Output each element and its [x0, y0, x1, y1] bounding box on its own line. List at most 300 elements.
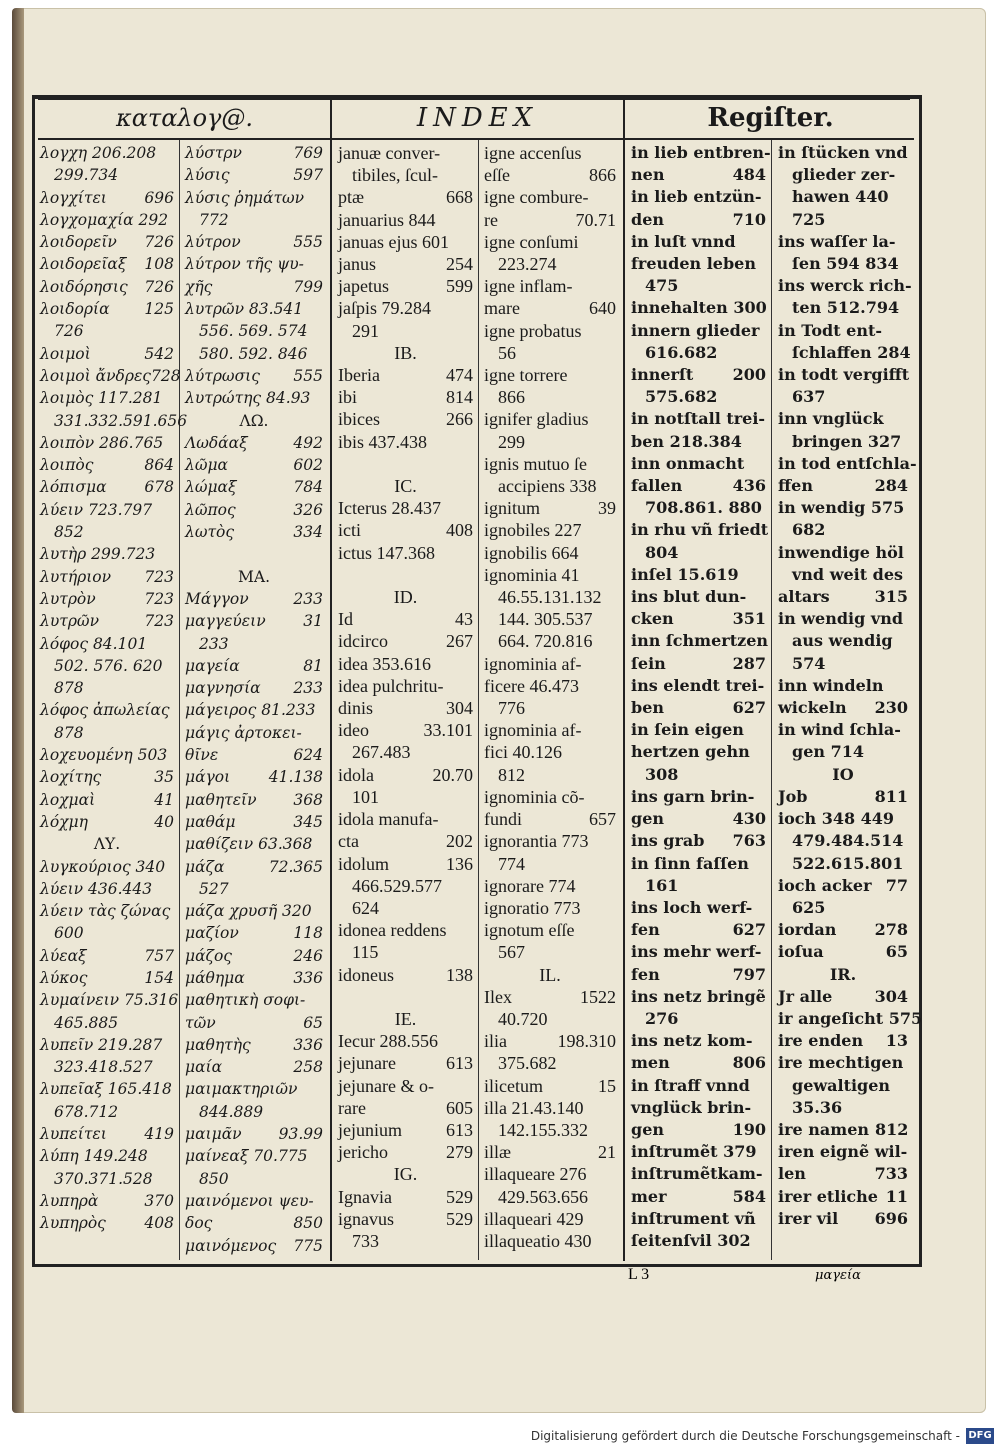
index-entry — [631, 986, 766, 1008]
index-term: μάζα — [185, 857, 225, 876]
index-term: ins elendt trei- — [631, 675, 765, 695]
index-entry — [185, 945, 323, 967]
index-term: λύειν τὰς ζώνας — [40, 902, 171, 921]
index-term: irer vil — [778, 1208, 839, 1228]
index-entry — [778, 142, 908, 164]
index-entry-continuation: tibiles, ſcul- — [352, 165, 438, 186]
index-entry — [40, 387, 174, 409]
index-term: ignoratio 773 — [484, 897, 581, 918]
index-term: idola — [338, 764, 374, 785]
index-term: idonea reddens — [338, 920, 447, 941]
index-term: idea pulchritu- — [338, 675, 444, 696]
index-entry — [338, 253, 473, 275]
index-page-ref: 41.138 — [268, 768, 323, 787]
index-entry-continuation: gewaltigen — [792, 1075, 891, 1095]
index-page-ref: 723 — [144, 589, 174, 608]
index-entry — [40, 365, 181, 387]
index-term: λύεαξ — [40, 946, 87, 965]
index-page-ref: 812 — [875, 1119, 909, 1139]
index-entry-continuation: 776 — [498, 698, 525, 719]
index-term: ins netz bringẽ — [631, 986, 766, 1006]
index-entry — [185, 1212, 323, 1234]
index-page-ref: 72.365 — [268, 857, 323, 876]
index-page-ref: 202 — [446, 831, 473, 852]
index-term: len — [778, 1164, 806, 1184]
index-term: inwendige höl — [778, 542, 904, 562]
index-entry — [185, 164, 323, 186]
index-term: Job — [778, 786, 808, 806]
index-page-ref: 65 — [303, 1013, 323, 1032]
index-entry — [338, 1075, 473, 1097]
index-entry — [338, 142, 473, 164]
index-term: λυτρῶν — [40, 612, 99, 631]
index-page-ref: 811 — [874, 786, 908, 806]
index-entry — [185, 187, 323, 209]
index-term: λοιδορεῖαξ — [40, 255, 127, 274]
index-term: idolum — [338, 853, 390, 874]
section-heading: MA. — [238, 567, 270, 586]
german-column-b — [778, 142, 923, 1230]
index-entry — [40, 1123, 174, 1145]
index-entry — [185, 1123, 323, 1145]
index-entry — [484, 564, 616, 586]
index-entry — [338, 1030, 473, 1052]
index-entry — [185, 1078, 323, 1100]
index-entry-continuation: 772 — [199, 210, 229, 229]
index-term: λῶμα — [185, 456, 229, 475]
book-binding-edge — [12, 8, 24, 1413]
index-page-ref: 334 — [293, 523, 323, 542]
index-entry — [631, 630, 766, 652]
index-page-ref: 602 — [293, 456, 323, 475]
index-term: jejunare & o- — [338, 1075, 434, 1096]
index-entry — [185, 811, 323, 833]
index-term: in lieb entbren- — [631, 143, 771, 162]
index-page-ref: 118 — [293, 924, 323, 943]
index-entry — [778, 1052, 908, 1074]
index-term: λύτρον — [185, 233, 241, 252]
index-term: inn vnglück — [778, 409, 884, 429]
index-page-ref: 258 — [293, 1058, 323, 1077]
index-term: ſeitenſvil 302 — [631, 1230, 751, 1250]
index-page-ref: 408 — [446, 520, 473, 541]
index-page-ref: 246 — [293, 946, 323, 965]
index-term: λοιδορεῖν — [40, 233, 117, 252]
index-entry — [631, 142, 771, 164]
index-entry-continuation: 466.529.577 — [352, 875, 442, 896]
index-term: inſel 15.619 — [631, 564, 739, 584]
index-page-ref: 784 — [293, 478, 323, 497]
index-entry — [40, 610, 174, 632]
index-page-ref: 624 — [293, 746, 323, 765]
index-entry — [185, 699, 323, 721]
index-term: λοιμοὶ — [40, 344, 91, 363]
index-page-ref: 797 — [732, 964, 766, 984]
index-entry — [631, 519, 769, 541]
index-entry — [40, 209, 174, 231]
index-page-ref: 81 — [303, 656, 323, 675]
index-entry — [185, 1190, 323, 1212]
index-entry-continuation: 375.682 — [498, 1053, 557, 1074]
section-heading: ΛΩ. — [239, 411, 269, 430]
index-entry — [631, 741, 766, 763]
index-entry — [778, 1008, 923, 1030]
index-term: μαγνησία — [185, 679, 261, 698]
index-term: ins werck rich- — [778, 276, 912, 296]
subcolumn-divider — [179, 140, 180, 1260]
index-page-ref: 430 — [732, 809, 766, 829]
index-page-ref: 529 — [446, 1208, 473, 1229]
index-term: ficere 46.473 — [484, 675, 579, 696]
index-entry — [778, 1030, 908, 1052]
index-term: jaſpis 79.284 — [338, 298, 431, 319]
index-term: idea 353.616 — [338, 653, 431, 674]
index-term: λύτρον τῆς ψυ- — [185, 255, 304, 274]
index-page-ref: 279 — [446, 1142, 473, 1163]
index-page-ref: 41 — [154, 790, 174, 809]
index-entry — [778, 697, 908, 719]
index-entry — [778, 786, 908, 808]
index-entry — [631, 1097, 766, 1119]
index-term: μαθίζειν 63.368 — [185, 835, 313, 854]
index-page-ref: 474 — [446, 365, 473, 386]
index-entry — [338, 209, 473, 231]
index-term: λυτήριον — [40, 567, 112, 586]
index-entry — [631, 209, 766, 231]
index-term: janus — [338, 254, 376, 275]
index-page-ref: 304 — [446, 698, 473, 719]
index-term: ins waſſer la- — [778, 231, 896, 251]
index-page-ref: 657 — [589, 809, 616, 830]
index-term: fundi — [484, 809, 522, 830]
latin-column-a — [338, 142, 473, 1252]
index-term: igne probatus — [484, 320, 582, 341]
index-term: fici 40.126 — [484, 742, 562, 763]
index-term: ire mechtigen — [778, 1053, 904, 1073]
index-page-ref: 190 — [732, 1119, 766, 1139]
index-entry-continuation: 475 — [645, 276, 679, 296]
index-entry — [185, 298, 323, 320]
index-entry — [40, 878, 174, 900]
index-entry — [185, 900, 323, 922]
index-entry — [338, 186, 473, 208]
greek-column-a — [40, 142, 188, 1235]
index-term: ire namen — [778, 1119, 869, 1139]
index-entry-continuation: 556. 569. 574 — [199, 322, 308, 341]
section-heading: IB. — [394, 342, 417, 363]
index-page-ref: 336 — [293, 968, 323, 987]
index-page-ref: 605 — [446, 1097, 473, 1118]
index-page-ref: 775 — [293, 1236, 323, 1255]
index-term: innehalten 300 — [631, 298, 767, 318]
index-entry — [484, 297, 616, 319]
index-entry — [631, 919, 766, 941]
header-register: Regiſter. — [707, 103, 834, 133]
index-page-ref: 266 — [446, 409, 473, 430]
index-entry — [185, 677, 323, 699]
index-entry — [40, 900, 174, 922]
section-heading: IG. — [393, 1164, 418, 1185]
catchword: μαγεία — [815, 1268, 861, 1283]
index-entry — [484, 231, 616, 253]
index-term: ſein — [631, 653, 666, 673]
index-entry-continuation: 502. 576. 620 — [54, 656, 163, 675]
index-page-ref: 436 — [732, 476, 766, 496]
index-entry — [631, 564, 766, 586]
index-term: ins mehr werf- — [631, 942, 762, 962]
index-term: fallen — [631, 476, 683, 496]
dfg-logo: DFG — [966, 1428, 994, 1444]
index-entry — [484, 164, 616, 186]
index-page-ref: 799 — [293, 277, 323, 296]
index-term: λοιδόρησις — [40, 277, 128, 296]
index-page-ref: 20.70 — [432, 764, 473, 785]
index-entry — [185, 766, 323, 788]
index-entry-continuation: 866 — [498, 387, 525, 408]
index-term: ins blut dun- — [631, 587, 747, 607]
index-entry — [338, 608, 473, 630]
index-page-ref: 200 — [732, 365, 766, 385]
index-entry — [631, 364, 766, 386]
index-term: μαίνεαξ 70.775 — [185, 1147, 308, 1166]
index-term: μαινόμενοι ψευ- — [185, 1191, 314, 1210]
index-entry — [40, 699, 174, 721]
index-term: ignobilis 664 — [484, 542, 579, 563]
index-term: rare — [338, 1097, 366, 1118]
index-entry — [338, 1052, 473, 1074]
index-term: gen — [631, 809, 664, 829]
index-entry — [778, 941, 908, 963]
index-entry — [40, 432, 174, 454]
index-term: inn ſchmertzen — [631, 631, 768, 651]
index-page-ref: 627 — [732, 920, 766, 940]
index-page-ref: 15 — [598, 1075, 616, 1096]
index-term: μαιμᾶν — [185, 1125, 242, 1144]
index-entry — [185, 476, 323, 498]
index-term: ben — [631, 698, 664, 718]
index-term: mare — [484, 298, 520, 319]
index-entry-continuation: ſchlaffen 284 — [792, 342, 911, 362]
index-entry — [484, 719, 616, 741]
spacer-line — [338, 453, 473, 475]
index-page-ref: 108 — [144, 255, 174, 274]
index-entry — [778, 1141, 908, 1163]
index-term: fen — [631, 920, 660, 940]
index-entry-continuation: ten 512.794 — [792, 298, 900, 318]
index-entry — [631, 608, 766, 630]
index-entry — [185, 276, 323, 298]
index-entry-continuation: 291 — [352, 320, 379, 341]
index-term: λωτὸς — [185, 523, 235, 542]
index-term: innerſt — [631, 365, 694, 385]
index-entry-continuation: 725 — [792, 209, 826, 229]
index-term: innern glieder — [631, 320, 760, 340]
index-term: λογχομαχία 292 — [40, 210, 169, 229]
index-page-ref: 304 — [874, 986, 908, 1006]
index-term: inſtrumẽt 379 — [631, 1142, 757, 1162]
index-term: λύκος — [40, 968, 88, 987]
index-entry-continuation: 233 — [199, 634, 229, 653]
index-entry — [40, 856, 174, 878]
index-entry-continuation: 678.712 — [54, 1102, 119, 1121]
index-term: ilia — [484, 1031, 507, 1052]
index-page-ref: 198.310 — [557, 1031, 616, 1052]
index-page-ref: 726 — [144, 233, 174, 252]
index-entry — [631, 808, 766, 830]
index-page-ref: 529 — [446, 1186, 473, 1207]
index-entry — [338, 697, 473, 719]
index-page-ref: 33.101 — [423, 720, 473, 741]
index-term: ideo — [338, 720, 369, 741]
index-term: in rhu vñ friedt — [631, 520, 769, 540]
index-entry — [484, 453, 616, 475]
index-term: λύπη 149.248 — [40, 1147, 148, 1166]
index-entry — [631, 297, 766, 319]
index-term: in ſein eigen — [631, 720, 744, 740]
index-term: inn windeln — [778, 675, 884, 695]
index-entry — [338, 231, 473, 253]
index-term: ignominia cõ- — [484, 786, 585, 807]
index-entry — [631, 408, 766, 430]
index-entry-continuation: hawen 440 — [792, 187, 889, 207]
index-page-ref: 723 — [144, 567, 174, 586]
index-entry-continuation: ſen 594 834 — [792, 254, 899, 274]
index-entry-continuation: 308 — [645, 764, 679, 784]
index-term: λοιμὸς 117.281 — [40, 389, 163, 408]
index-entry — [185, 1145, 323, 1167]
index-term: jejunare — [338, 1053, 396, 1074]
index-entry — [778, 986, 908, 1008]
index-term: λώμαξ — [185, 478, 237, 497]
index-page-ref: 345 — [293, 812, 323, 831]
index-page-ref: 678 — [144, 478, 174, 497]
index-term: igne inflam- — [484, 276, 573, 297]
index-page-ref: 613 — [446, 1119, 473, 1140]
index-term: in ſtraff vnnd — [631, 1075, 750, 1095]
index-term: λυπηρὸς — [40, 1214, 106, 1233]
index-entry — [40, 989, 179, 1011]
funding-credit: Digitalisierung gefördert durch die Deutsche Forschungsgemeinschaft - — [530, 1429, 960, 1443]
index-term: igne conſumi — [484, 231, 579, 252]
index-entry — [484, 209, 616, 231]
index-entry — [185, 142, 323, 164]
index-term: λυτὴρ 299.723 — [40, 545, 156, 564]
index-entry — [778, 497, 908, 519]
index-term: idola manufa- — [338, 809, 439, 830]
index-entry — [484, 1230, 616, 1252]
index-entry-continuation: 323.418.527 — [54, 1058, 153, 1077]
index-term: ignifer gladius — [484, 409, 589, 430]
index-term: wickeln — [778, 698, 847, 718]
index-entry — [484, 497, 616, 519]
index-page-ref: 326 — [293, 500, 323, 519]
index-page-ref: 726 — [144, 277, 174, 296]
index-term: ire enden — [778, 1031, 864, 1051]
index-term: inſtrument vñ — [631, 1208, 756, 1228]
index-term: λυμαίνειν 75.316 — [40, 991, 179, 1010]
index-entry — [778, 919, 908, 941]
index-term: ignis mutuo ſe — [484, 453, 587, 474]
index-entry — [631, 1208, 766, 1230]
index-entry — [631, 719, 766, 741]
index-page-ref: 39 — [598, 498, 616, 519]
index-page-ref: 814 — [446, 387, 473, 408]
index-entry — [631, 231, 766, 253]
index-entry-continuation: 101 — [352, 786, 379, 807]
section-heading: IC. — [394, 476, 417, 497]
index-entry-continuation: 726 — [54, 322, 84, 341]
index-term: Iberia — [338, 365, 380, 386]
index-entry — [778, 475, 908, 497]
index-entry-continuation: 46.55.131.132 — [498, 587, 602, 608]
index-term: λοιδορία — [40, 300, 110, 319]
index-entry — [631, 897, 766, 919]
index-term: μάθημα — [185, 968, 245, 987]
index-page-ref: 408 — [144, 1214, 174, 1233]
index-page-ref: 584 — [732, 1186, 766, 1206]
index-term: μαθητικὴ σοφι- — [185, 991, 306, 1010]
index-entry — [40, 566, 174, 588]
index-entry — [484, 186, 616, 208]
index-term: altars — [778, 587, 830, 607]
index-page-ref: 315 — [874, 587, 908, 607]
index-term: λυπεῖν 219.287 — [40, 1035, 163, 1054]
index-page-ref: 484 — [732, 165, 766, 185]
index-page-ref: 866 — [589, 165, 616, 186]
index-entry — [484, 542, 616, 564]
index-page-ref: 769 — [293, 144, 323, 162]
index-term: men — [631, 1053, 670, 1073]
index-entry — [778, 542, 908, 564]
index-term: μάγις ἀρτοκει- — [185, 723, 302, 742]
index-term: idoneus — [338, 964, 394, 985]
index-entry — [185, 521, 323, 543]
index-term: inn onmacht — [631, 453, 745, 473]
index-term: illaqueari 429 — [484, 1208, 584, 1229]
index-entry — [40, 298, 174, 320]
index-page-ref: 419 — [144, 1125, 174, 1144]
index-entry — [338, 408, 473, 430]
index-entry — [185, 744, 323, 766]
index-entry-continuation: 616.682 — [645, 342, 718, 362]
index-entry — [631, 1141, 766, 1163]
index-term: cken — [631, 609, 674, 629]
index-term: in tod entſchla- — [778, 453, 917, 473]
index-entry-continuation: 567 — [498, 942, 525, 963]
index-term: jejunium — [338, 1119, 402, 1140]
index-term: μαγγεύειν — [185, 612, 266, 631]
index-term: λυτρῶν 83.541 — [185, 300, 304, 319]
column-divider — [330, 99, 332, 1261]
index-entry — [338, 1186, 473, 1208]
index-term: illæ — [484, 1142, 512, 1163]
index-entry — [40, 543, 174, 565]
index-entry-continuation: 708.861. 880 — [645, 498, 762, 518]
index-term: ioſua — [778, 942, 824, 962]
index-entry-continuation: 574 — [792, 653, 826, 673]
index-term: idcirco — [338, 631, 388, 652]
section-heading: IO — [832, 764, 854, 784]
index-term: iordan — [778, 920, 837, 940]
index-term: θῖνε — [185, 746, 219, 765]
index-term: gen — [631, 1119, 664, 1139]
index-term: μαθητεῖν — [185, 790, 257, 809]
index-page-ref: 806 — [732, 1053, 766, 1073]
index-page-ref: 138 — [446, 964, 473, 985]
index-entry — [40, 1145, 174, 1167]
index-entry — [185, 432, 323, 454]
index-entry — [631, 1186, 766, 1208]
